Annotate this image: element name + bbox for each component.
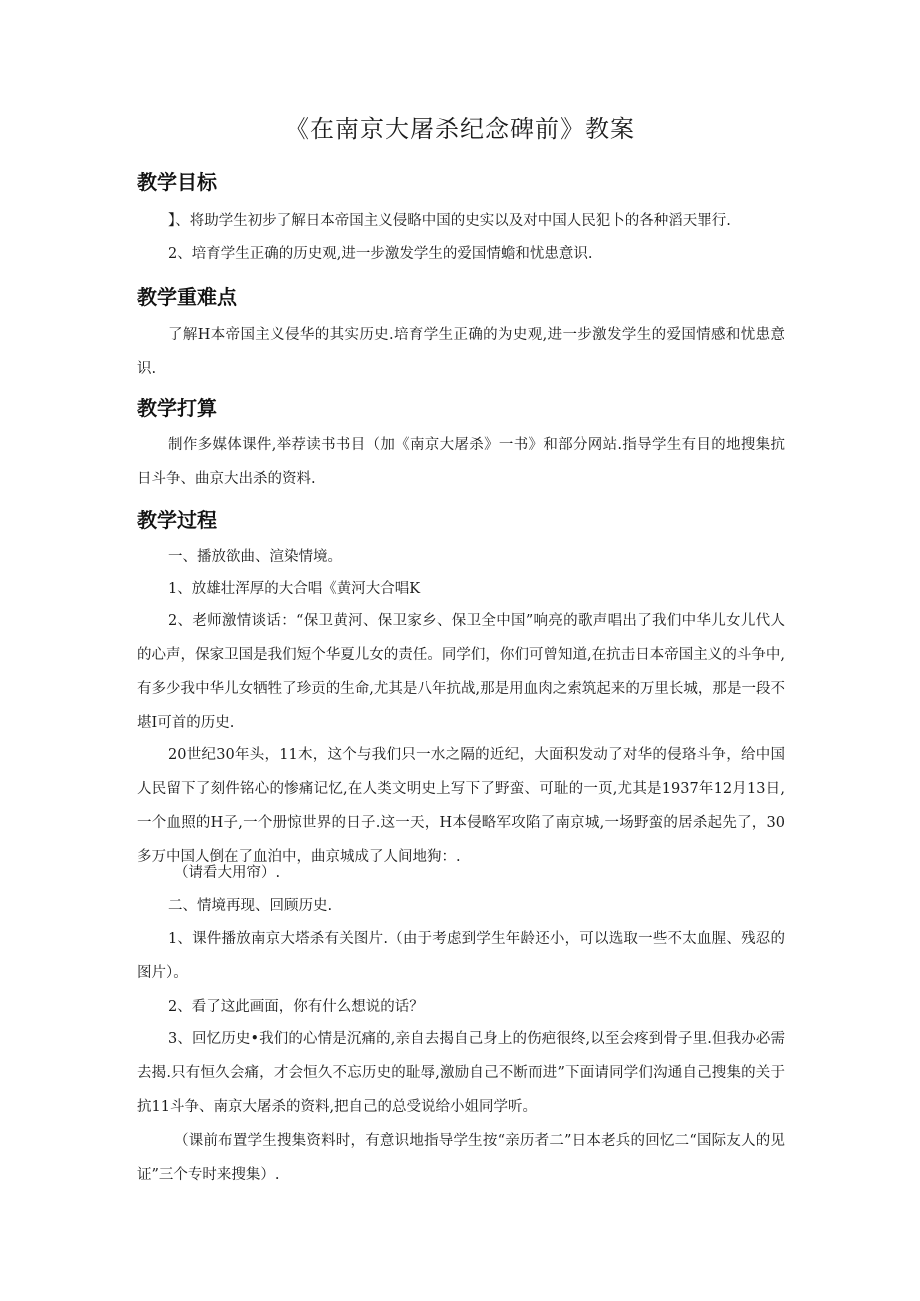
process-paragraph-5: （请看大用帘）. bbox=[174, 865, 281, 881]
goals-paragraph-1: 】、将助学生初步了解日本帝国主义侵略中国的史实以及对中国人民犯卜的各种滔天罪行. bbox=[168, 213, 731, 229]
heading-teaching-goals: 教学目标 bbox=[137, 170, 217, 194]
difficulties-paragraph-1: 了解H本帝国主义侵华的其实历史.培育学生正确的为史观,进一步激发学生的爱国情感和忧患意识. bbox=[137, 327, 785, 377]
process-paragraph-2: 1、放雄壮浑厚的大合唱《黄河大合唱K bbox=[168, 581, 421, 597]
process-paragraph-4: 20世纪30年头，11木，这个与我们只一水之隔的近纪，大面积发动了对华的侵珞斗争，给中国人民留下了刻件铭心的惨痛记忆,在人类文明史上写下了野蛮、可耻的一页,尤其是1937年12月13日,一个血照的H子,一个册惊世界的日子.这一天，H本侵略军攻陷了南京城,一场野蛮的居杀起先了，30多万中国人倒在了血泊中，曲京城成了人间地狗：. bbox=[137, 747, 785, 865]
process-paragraph-7: 1、课件播放南京大塔杀有关图片.（由于考虑到学生年龄还小，可以选取一些不太血腥、残忍的图片）。 bbox=[137, 931, 785, 981]
process-paragraph-10: （课前布置学生搜集资料时，有意识地指导学生按“亲历者二”日本老兵的回忆二“国际友人的见证”三个专时来搜集）. bbox=[137, 1133, 785, 1183]
document-title: 《在南京大屠杀纪念碑前》教案 bbox=[285, 115, 635, 143]
heading-teaching-process: 教学过程 bbox=[137, 508, 217, 532]
process-paragraph-9: 3、回忆历史•我们的心情是沉痛的,亲自去揭自己身上的伤疤很终,以至会疼到骨子里.但我办必需去揭.只有恒久会痛，才会恒久不忘历史的耻辱,激励自己不断而进”下面请同学们沟通自己搜集的关于抗11斗争、南京大屠杀的资料,把自己的总受说给小姐同学听。 bbox=[137, 1031, 785, 1115]
process-paragraph-6: 二、情境再现、回顾历史. bbox=[168, 898, 333, 914]
heading-key-difficulties: 教学重难点 bbox=[137, 285, 237, 309]
process-paragraph-1: 一、播放欲曲、渲染情境。 bbox=[168, 549, 342, 565]
goals-paragraph-2: 2、培育学生正确的历史观,进一步激发学生的爱国情蟾和忧患意识. bbox=[168, 246, 593, 262]
process-paragraph-3: 2、老师激情谈话：“保卫黄河、保卫家乡、保卫全中国”响亮的歌声唱出了我们中华儿女儿代人的心声，保家卫国是我们短个华夏儿女的责任。同学们，你们可曾知道,在抗击日本帝国主义的斗争中,有多少我中华儿女牺牲了珍贡的生命,尤其是八年抗战,那是用血肉之索筑起来的万里长城，那是一段不堪I可首的历史. bbox=[137, 613, 785, 731]
prep-paragraph-1: 制作多媒体课件,举荐读书书目（加《南京大屠杀》一书》和部分网站.指导学生有目的地搜集抗日斗争、曲京大出杀的资料. bbox=[137, 437, 785, 487]
process-paragraph-8: 2、看了这此画面，你有什么想说的话？ bbox=[168, 999, 424, 1015]
heading-teaching-prep: 教学打算 bbox=[137, 396, 217, 420]
